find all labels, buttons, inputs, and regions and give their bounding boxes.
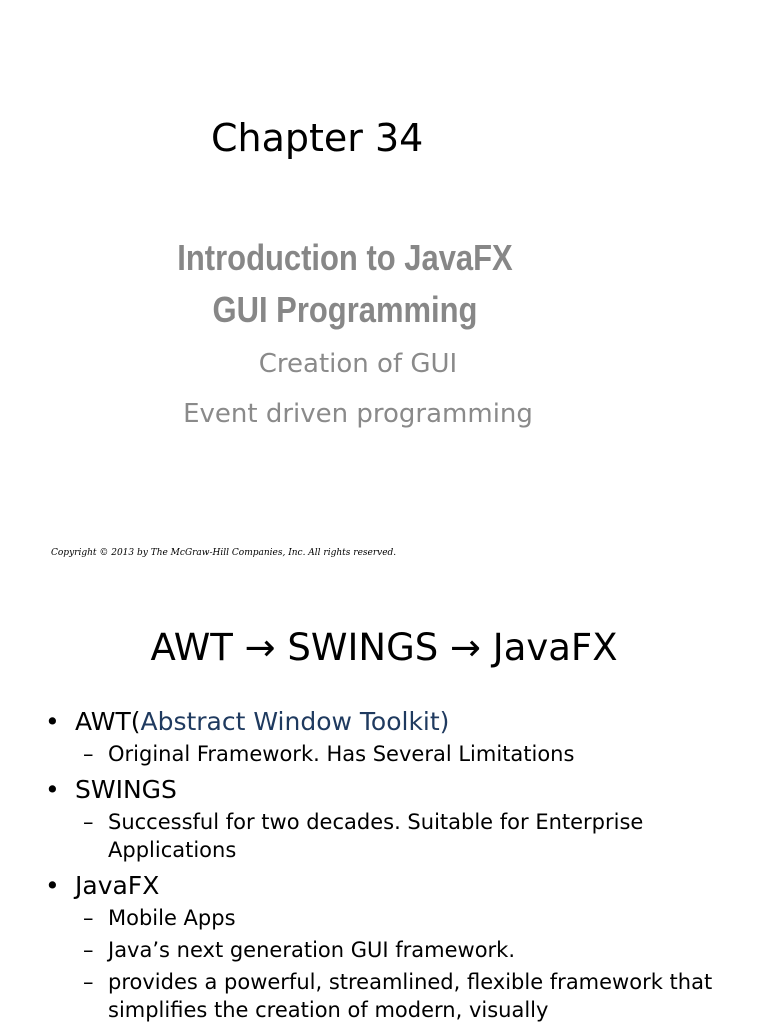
bullet-swings-label: SWINGS xyxy=(75,775,177,804)
sub-bullet-marker: – xyxy=(83,938,94,962)
bullet-javafx xyxy=(45,868,745,904)
bullet-swings xyxy=(45,772,745,808)
sub-bullet-text: Java’s next generation GUI framework. xyxy=(108,938,516,962)
sub-bullet-text: Successful for two decades. Suitable for Enterprise Applications xyxy=(108,810,644,862)
slide-2 xyxy=(0,580,768,1024)
chapter-heading: Chapter 34 xyxy=(211,116,424,160)
subtitle-creation-of-gui: Creation of GUI xyxy=(258,349,458,379)
sub-bullet-marker: – xyxy=(83,742,94,766)
sub-bullet-javafx-2 xyxy=(45,936,745,964)
sub-bullet-text: provides a powerful, streamlined, flexible framework that simplifies the creation of modern, visually xyxy=(108,970,713,1022)
sub-bullet-swings-1 xyxy=(45,808,745,864)
bullet-marker: • xyxy=(45,871,60,900)
sub-bullet-marker: – xyxy=(83,970,94,994)
sub-bullet-marker: – xyxy=(83,906,94,930)
sub-bullet-text: Original Framework. Has Several Limitations xyxy=(108,742,575,766)
bullet-marker: • xyxy=(45,707,60,736)
subtitle-event-driven: Event driven programming xyxy=(183,399,533,429)
sub-bullet-javafx-3 xyxy=(45,968,745,1024)
slide-title-line-2: GUI Programming xyxy=(212,289,478,330)
bullet-javafx-label: JavaFX xyxy=(75,871,160,900)
sub-bullet-javafx-1 xyxy=(45,904,745,932)
sub-bullet-text: Mobile Apps xyxy=(108,906,236,930)
bullet-marker: • xyxy=(45,775,60,804)
bullet-awt xyxy=(45,704,745,740)
slide-2-title: AWT → SWINGS → JavaFX xyxy=(150,626,618,669)
copyright-notice: Copyright © 2013 by The McGraw-Hill Companies, Inc. All rights reserved. xyxy=(51,548,397,558)
sub-bullet-awt-1 xyxy=(45,740,745,768)
bullet-awt-expansion: Abstract Window Toolkit) xyxy=(140,707,450,736)
slide-title-line-1: Introduction to JavaFX xyxy=(177,237,513,278)
bullet-awt-prefix: AWT( xyxy=(75,707,141,736)
bullet-list xyxy=(45,704,745,1024)
sub-bullet-marker: – xyxy=(83,810,94,834)
